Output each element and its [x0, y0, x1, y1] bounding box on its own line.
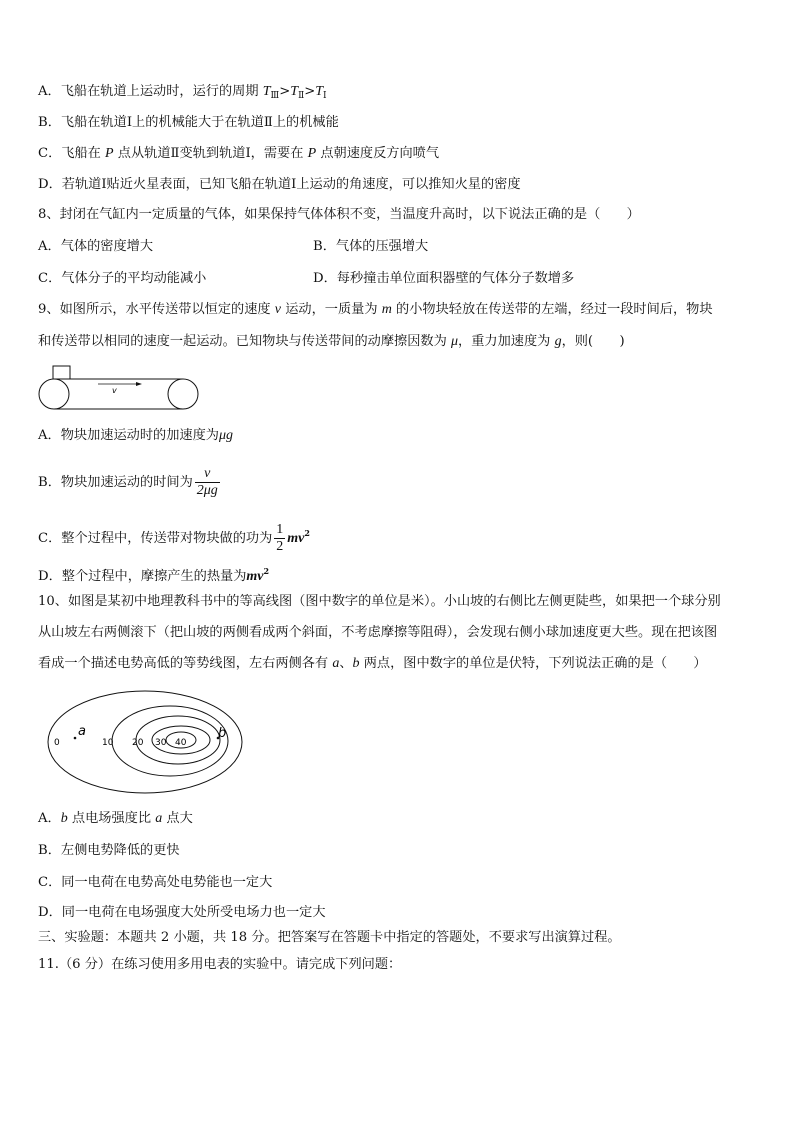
half-fraction: $\frac{1}{2}$: [276, 522, 284, 554]
left-pulley: [39, 379, 69, 409]
q10-option-d: D．同一电荷在电场强度大处所受电场力也一定大: [38, 905, 326, 920]
q7-option-c: C．飞船在 P 点从轨道Ⅱ变轨到轨道Ⅰ，需要在 P 点朝速度反方向喷气: [38, 146, 440, 161]
point-b-label: b: [218, 726, 227, 741]
q8-option-a: A．气体的密度增大: [38, 239, 154, 254]
q8-option-c: C．气体分子的平均动能减小: [38, 271, 207, 286]
label-40: 40: [175, 738, 187, 748]
q10-stem-line2: 从山坡左右两侧滚下（把山坡的两侧看成两个斜面，不考虑摩擦等阻碍），会发现右侧小球加速度更大些。现在把该图: [38, 625, 718, 640]
contour-0: [48, 691, 242, 793]
section3-heading: 三、实验题：本题共 2 小题，共 18 分。把答案写在答题卡中指定的答题处，不要求写出演算过程。: [38, 930, 621, 945]
q9-stem-line1: 9、如图所示，水平传送带以恒定的速度 v 运动，一质量为 m 的小物块轻放在传送带的左端，经过一段时间后，物块: [38, 302, 713, 317]
velocity-label: v: [112, 386, 117, 395]
q10-option-b: B．左侧电势降低的更快: [38, 843, 180, 858]
q8-option-b: B．气体的压强增大: [313, 239, 429, 254]
equipotential-figure: [40, 684, 250, 804]
q8-option-d: D．每秒撞击单位面积器壁的气体分子数增多: [313, 271, 575, 286]
q7-option-d: D．若轨道Ⅰ贴近火星表面，已知飞船在轨道Ⅰ上运动的角速度，可以推知火星的密度: [38, 177, 521, 192]
conveyor-belt-figure: [36, 362, 206, 412]
velocity-arrowhead: [136, 382, 142, 386]
label-20: 20: [132, 738, 144, 748]
q10-stem-line3: 看成一个描述电势高低的等势线图，左右两侧各有 a、b 两点，图中数字的单位是伏特，下列说法正确的是（ ）: [38, 656, 707, 671]
label-0: 0: [54, 738, 60, 748]
label-30: 30: [155, 738, 167, 748]
q9-option-b: B．物块加速运动的时间为 $\frac{v}{2\mu g}$: [38, 466, 218, 498]
q9-option-c: C．整个过程中，传送带对物块做的功为 $\frac{1}{2}$ $mv^2$: [38, 522, 310, 554]
q10-option-a: A．b 点电场强度比 a 点大: [38, 811, 193, 826]
time-fraction: $\frac{v}{2\mu g}$: [196, 466, 218, 498]
q9-option-a: A．物块加速运动时的加速度为μg: [38, 428, 233, 443]
q10-stem-line1: 10、如图是某初中地理教科书中的等高线图（图中数字的单位是米）。小山坡的右侧比左侧更陡些，如果把一个球分别: [38, 594, 721, 609]
point-a: [74, 737, 77, 740]
q9-option-d: D．整个过程中，摩擦产生的热量为$mv^2$: [38, 566, 270, 584]
q8-stem: 8、封闭在气缸内一定质量的气体，如果保持气体体积不变，当温度升高时，以下说法正确的是（ ）: [38, 207, 640, 222]
q9-stem-line2: 和传送带以相同的速度一起运动。已知物块与传送带间的动摩擦因数为 μ，重力加速度为 g，则( ): [38, 334, 625, 349]
q7-option-b: B．飞船在轨道Ⅰ上的机械能大于在轨道Ⅱ上的机械能: [38, 115, 339, 130]
q11-stem: 11.（6 分）在练习使用多用电表的实验中。请完成下列问题：: [38, 957, 402, 972]
label-10: 10: [102, 738, 114, 748]
q7-option-a: A．飞船在轨道上运动时，运行的周期 $T_Ⅲ>T_Ⅱ>T_Ⅰ$: [38, 84, 327, 101]
point-a-label: a: [78, 724, 86, 739]
q10-option-c: C．同一电荷在电势高处电势能也一定大: [38, 875, 273, 890]
block: [53, 366, 70, 379]
right-pulley: [168, 379, 198, 409]
